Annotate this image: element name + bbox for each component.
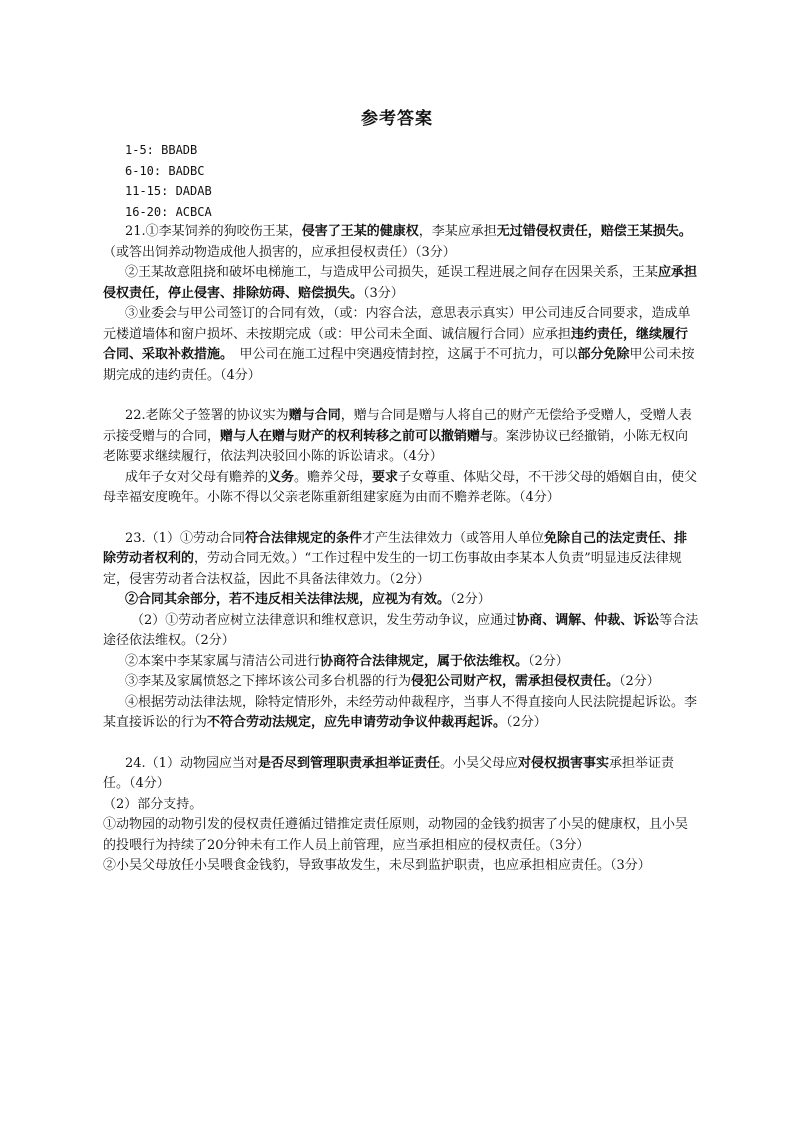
answer-text: 。案涉协议已经撤销，小陈无权向老陈要求继续履行，依法判决驳回小陈的诉讼请求。（4分） bbox=[103, 428, 689, 464]
bold-key-point: 协商、调解、仲裁、诉讼 bbox=[516, 612, 660, 628]
answer-text: ，李某应承担 bbox=[418, 224, 497, 239]
q23-paragraph bbox=[103, 672, 699, 693]
mc-answer-line: 1-5: BBADB bbox=[125, 143, 198, 157]
answer-text: （2分） bbox=[450, 592, 491, 607]
answer-text: 子女尊重、体贴父母，不干涉父母的婚姻自由，使父母幸福安度晚年。小陈不得以父亲老陈重新组建家庭为由而不赡养老陈。（4分） bbox=[103, 469, 698, 505]
answer-text: ④根据劳动法律法规，除特定情形外，未经劳动仲裁程序，当事人不得直接向人民法院提起诉讼。李某直接诉讼的行为 bbox=[103, 694, 698, 730]
answer-text: 21.①李某饲养的狗咬伤王某， bbox=[125, 224, 302, 239]
answer-text: （2分） bbox=[528, 653, 569, 669]
q24-paragraph bbox=[103, 754, 699, 795]
q21-paragraph bbox=[103, 304, 699, 386]
answer-text: （2）①劳动者应树立法律意识和维权意识，发生劳动争议，应通过 bbox=[131, 612, 517, 628]
answer-text: 承担举证责任。（4分） bbox=[103, 755, 675, 791]
answer-text: 甲公司在施工过程中突遇疫情封控，这属于不可抗力，可以 bbox=[226, 347, 578, 362]
answer-text: 24.（1）动物园应当对 bbox=[125, 755, 258, 771]
bold-key-point: 是否尽到管理职责承担举证责任 bbox=[257, 755, 440, 771]
q21-paragraph bbox=[103, 222, 699, 263]
answer-text: （2分） bbox=[506, 715, 547, 730]
q21-paragraph bbox=[103, 263, 699, 304]
bold-key-point: ②合同其余部分，若不违反相关法律法规，应视为有效。 bbox=[125, 592, 451, 607]
bold-key-point: 义务 bbox=[268, 469, 295, 485]
q24-paragraph bbox=[103, 856, 699, 877]
answer-text: （或答出饲养动物造成他人损害的，应承担侵权责任）（3分） bbox=[103, 244, 456, 260]
bold-key-point: 违约责任，继续履行合同、采取补救措施。 bbox=[103, 326, 689, 362]
answer-text: （2）部分支持。 bbox=[103, 796, 203, 812]
answer-text: 等合法途径依法维权。（2分） bbox=[103, 612, 699, 648]
answer-content bbox=[103, 140, 699, 877]
answer-text: 。小吴父母应 bbox=[439, 755, 518, 771]
bold-key-point: 对侵权损害事实 bbox=[517, 755, 609, 771]
mc-answer-line: 11-15: DADAB bbox=[125, 184, 212, 198]
bold-key-point: 赠与人在赠与财产的权利转移之前可以撤销赠与 bbox=[220, 428, 494, 444]
bold-key-point: 赠与合同 bbox=[288, 408, 341, 423]
bold-key-point: 免除自己的法定责任、排除劳动者权利的 bbox=[103, 530, 687, 566]
bold-key-point: 符合法律规定的条件 bbox=[244, 530, 362, 546]
q22-paragraph bbox=[103, 468, 699, 509]
q24-paragraph bbox=[103, 815, 699, 856]
answer-text: ①动物园的动物引发的侵权责任遵循过错推定责任原则，动物园的金钱豹损害了小吴的健康权，且小吴的投喂行为持续了20分钟未有工作人员上前管理，应当承担相应的侵权责任。（3分） bbox=[103, 817, 689, 853]
page-title: 参考答案 bbox=[361, 109, 433, 129]
q23-paragraph bbox=[103, 693, 699, 734]
answer-text: ②王某故意阻挠和破坏电梯施工，与造成甲公司损失，延误工程进展之间存在因果关系，王某 bbox=[125, 265, 659, 280]
answer-text: 23.（1）①劳动合同 bbox=[125, 530, 245, 546]
answer-text: ，赠与合同是赠与人将自己的财产无偿给予受赠人，受赠人表示接受赠与的合同， bbox=[103, 408, 692, 444]
answer-text: ，劳动合同无效。）“工作过程中发生的一切工伤事故由李某本人负责”明显违反法律规定，侵害劳动者合法权益，因此不具备法律效力。（2分） bbox=[103, 551, 682, 587]
mc-answer-line: 6-10: BADBC bbox=[125, 163, 205, 178]
q22-paragraph bbox=[103, 406, 699, 468]
q23-paragraph bbox=[103, 652, 699, 673]
answer-text: ②本案中李某家属与清洁公司进行 bbox=[125, 653, 321, 669]
answer-text: （2分） bbox=[619, 674, 660, 689]
bold-key-point: 侵害了王某的健康权 bbox=[301, 224, 419, 239]
bold-key-point: 不符合劳动法规定，应先申请劳动争议仲裁再起诉。 bbox=[207, 715, 507, 730]
answer-text: ③业委会与甲公司签订的合同有效，（或：内容合法，意思表示真实）甲公司违反合同要求，造成单元楼道墙体和窗户损坏、未按期完成（或：甲公司未全面、诚信履行合同）应承担 bbox=[103, 306, 691, 342]
answer-text: ③李某及家属愤怒之下摔坏该公司多台机器的行为 bbox=[125, 674, 412, 689]
answer-text: 22.老陈父子签署的协议实为 bbox=[125, 408, 289, 423]
mc-answer-line: 16-20: ACBCA bbox=[125, 204, 212, 219]
bold-key-point: 无过错侵权责任，赔偿王某损失。 bbox=[496, 224, 692, 239]
answer-text: ②小吴父母放任小吴喂食金钱豹，导致事故发生，未尽到监护职责，也应承担相应责任。（3分） bbox=[103, 858, 651, 873]
q23-paragraph bbox=[103, 529, 699, 591]
q23-paragraph bbox=[103, 611, 699, 652]
mc-answers bbox=[103, 140, 699, 222]
q23-paragraph bbox=[103, 590, 699, 611]
bold-key-point: 侵犯公司财产权，需承担侵权责任。 bbox=[411, 674, 620, 689]
bold-key-point: 部分免除 bbox=[577, 347, 630, 362]
answer-text: 才产生法律效力（或答用人单位 bbox=[361, 530, 544, 546]
bold-key-point: 应承担侵权责任，停止侵害、排除妨碍、赔偿损失。 bbox=[103, 265, 698, 301]
answer-text: 成年子女对父母有赡养的 bbox=[125, 469, 269, 485]
answer-text: 甲公司未按期完成的违约责任。（4分） bbox=[103, 347, 695, 383]
answer-text: 。赡养父母， bbox=[294, 469, 373, 485]
bold-key-point: 要求 bbox=[372, 469, 399, 485]
bold-key-point: 协商符合法律规定，属于依法维权。 bbox=[320, 653, 529, 669]
q24-paragraph bbox=[103, 795, 699, 816]
answer-text: （3分） bbox=[363, 285, 404, 301]
